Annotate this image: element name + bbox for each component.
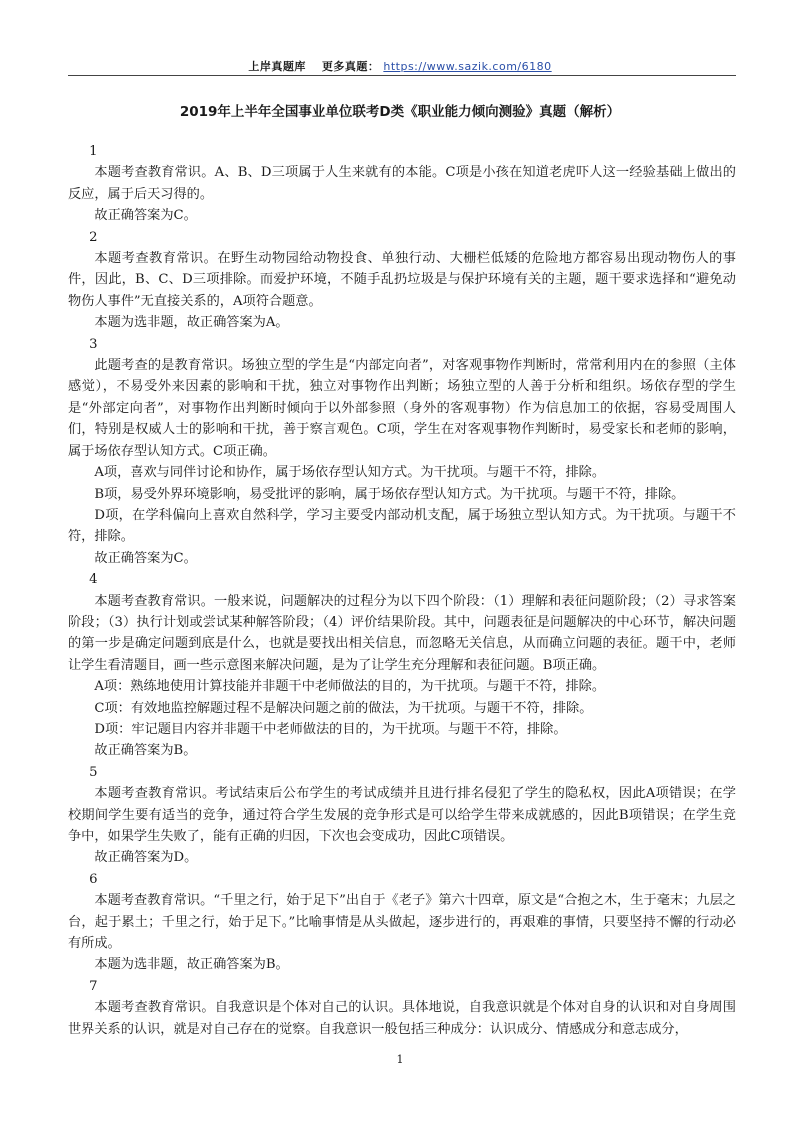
question-number: 2: [89, 229, 98, 245]
site-name: 上岸真题库: [248, 60, 306, 73]
document-body: [68, 141, 736, 1040]
answer-paragraph: 本题为选非题，故正确答案为A。: [94, 315, 289, 331]
answer-paragraph: 此题考查的是教育常识。场独立型的学生是“内部定向者”，对客观事物作判断时，常常利用内在的参照（主体感觉），不易受外来因素的影响和干扰，独立对事物作出判断；场独立型的人善于分析和组织。场依存型的学生是“外部定向者”，对事物作出判断时倾向于以外部参照（身外的客观事物）作为信息加工的依据，容易受周围人们，特别是权威人士的影响和干扰，善于察言观色。C项，学生在对客观事物作判断时，易受家长和老师的影响，属于场依存型认知方式。C项正确。: [68, 358, 736, 459]
more-label: 更多真题：: [321, 60, 380, 73]
document-title: 2019年上半年全国事业单位联考D类《职业能力倾向测验》真题（解析）: [179, 104, 621, 120]
answer-paragraph: 故正确答案为B。: [94, 743, 197, 759]
answer-paragraph: 本题考查教育常识。自我意识是个体对自己的认识。具体地说，自我意识就是个体对自身的认识和对自身周围世界关系的认识，就是对自己存在的觉察。自我意识一般包括三种成分：认识成分、情感成分和意志成分，: [68, 1000, 736, 1037]
answer-paragraph: 故正确答案为C。: [94, 550, 197, 566]
question-number: 6: [89, 871, 98, 887]
answer-paragraph: C项：有效地监控解题过程不是解决问题之前的做法，为干扰项。与题干不符，排除。: [94, 700, 593, 716]
answer-paragraph: 本题考查教育常识。一般来说，问题解决的过程分为以下四个阶段：（1）理解和表征问题阶段；（2）寻求答案阶段；（3）执行计划或尝试某种解答阶段；（4）评价结果阶段。其中，问题表征是问题解决的中心环节，解决问题的第一步是确定问题到底是什么，也就是要找出相关信息，而忽略无关信息，从而确立问题的表征。题干中，老师让学生看清题目，画一些示意图来解决问题，是为了让学生充分理解和表征问题。B项正确。: [68, 593, 736, 673]
answer-paragraph: A项，喜欢与同伴讨论和协作，属于场依存型认知方式。为干扰项。与题干不符，排除。: [94, 465, 606, 481]
page-number: 1: [396, 1053, 404, 1066]
answer-paragraph: B项，易受外界环境影响，易受批评的影响，属于场依存型认知方式。为干扰项。与题干不符，排除。: [94, 486, 685, 502]
answer-paragraph: 本题考查教育常识。在野生动物园给动物投食、单独行动、大栅栏低矮的危险地方都容易出现动物伤人的事件，因此，B、C、D三项排除。而爱护环境，不随手乱扔垃圾是与保护环境有关的主题，题干要求选择和“避免动物伤人事件”无直接关系的，A项符合题意。: [68, 251, 736, 309]
page-header: [0, 58, 800, 74]
question-number: 4: [89, 572, 98, 588]
question-number: 1: [89, 144, 98, 159]
question-number: 3: [89, 336, 98, 352]
answer-paragraph: A项：熟练地使用计算技能并非题干中老师做法的目的，为干扰项。与题干不符，排除。: [94, 679, 606, 695]
answer-paragraph: D项：牢记题目内容并非题干中老师做法的目的，为干扰项。与题干不符，排除。: [94, 721, 567, 737]
answer-paragraph: 本题考查教育常识。A、B、D三项属于人生来就有的本能。C项是小孩在知道老虎吓人这一经验基础上做出的反应，属于后天习得的。: [68, 165, 736, 202]
answer-paragraph: 故正确答案为D。: [94, 850, 198, 866]
answer-paragraph: D项，在学科偏向上喜欢自然科学，学习主要受内部动机支配，属于场独立型认知方式。为干扰项。与题干不符，排除。: [68, 507, 736, 545]
header-rule: [68, 75, 736, 76]
question-number: 7: [89, 978, 98, 994]
answer-paragraph: 本题考查教育常识。考试结束后公布学生的考试成绩并且进行排名侵犯了学生的隐私权，因此A项错误；在学校期间学生要有适当的竞争，通过符合学生发展的竞争形式是可以给学生带来成就感的，因此B项错误；在学生竞争中，如果学生失败了，能有正确的归因，下次也会变成功，因此C项错误。: [68, 786, 736, 844]
answer-paragraph: 故正确答案为C。: [94, 208, 197, 224]
question-number: 5: [89, 764, 98, 780]
source-link[interactable]: https://www.sazik.com/6180: [383, 60, 552, 73]
answer-paragraph: 本题考查教育常识。“千里之行，始于足下”出自于《老子》第六十四章，原文是“合抱之木，生于毫末；九层之台，起于累土；千里之行，始于足下。”比喻事情是从头做起，逐步进行的，再艰难的事情，只要坚持不懈的行动必有所成。: [68, 893, 736, 952]
answer-paragraph: 本题为选非题，故正确答案为B。: [94, 957, 289, 973]
